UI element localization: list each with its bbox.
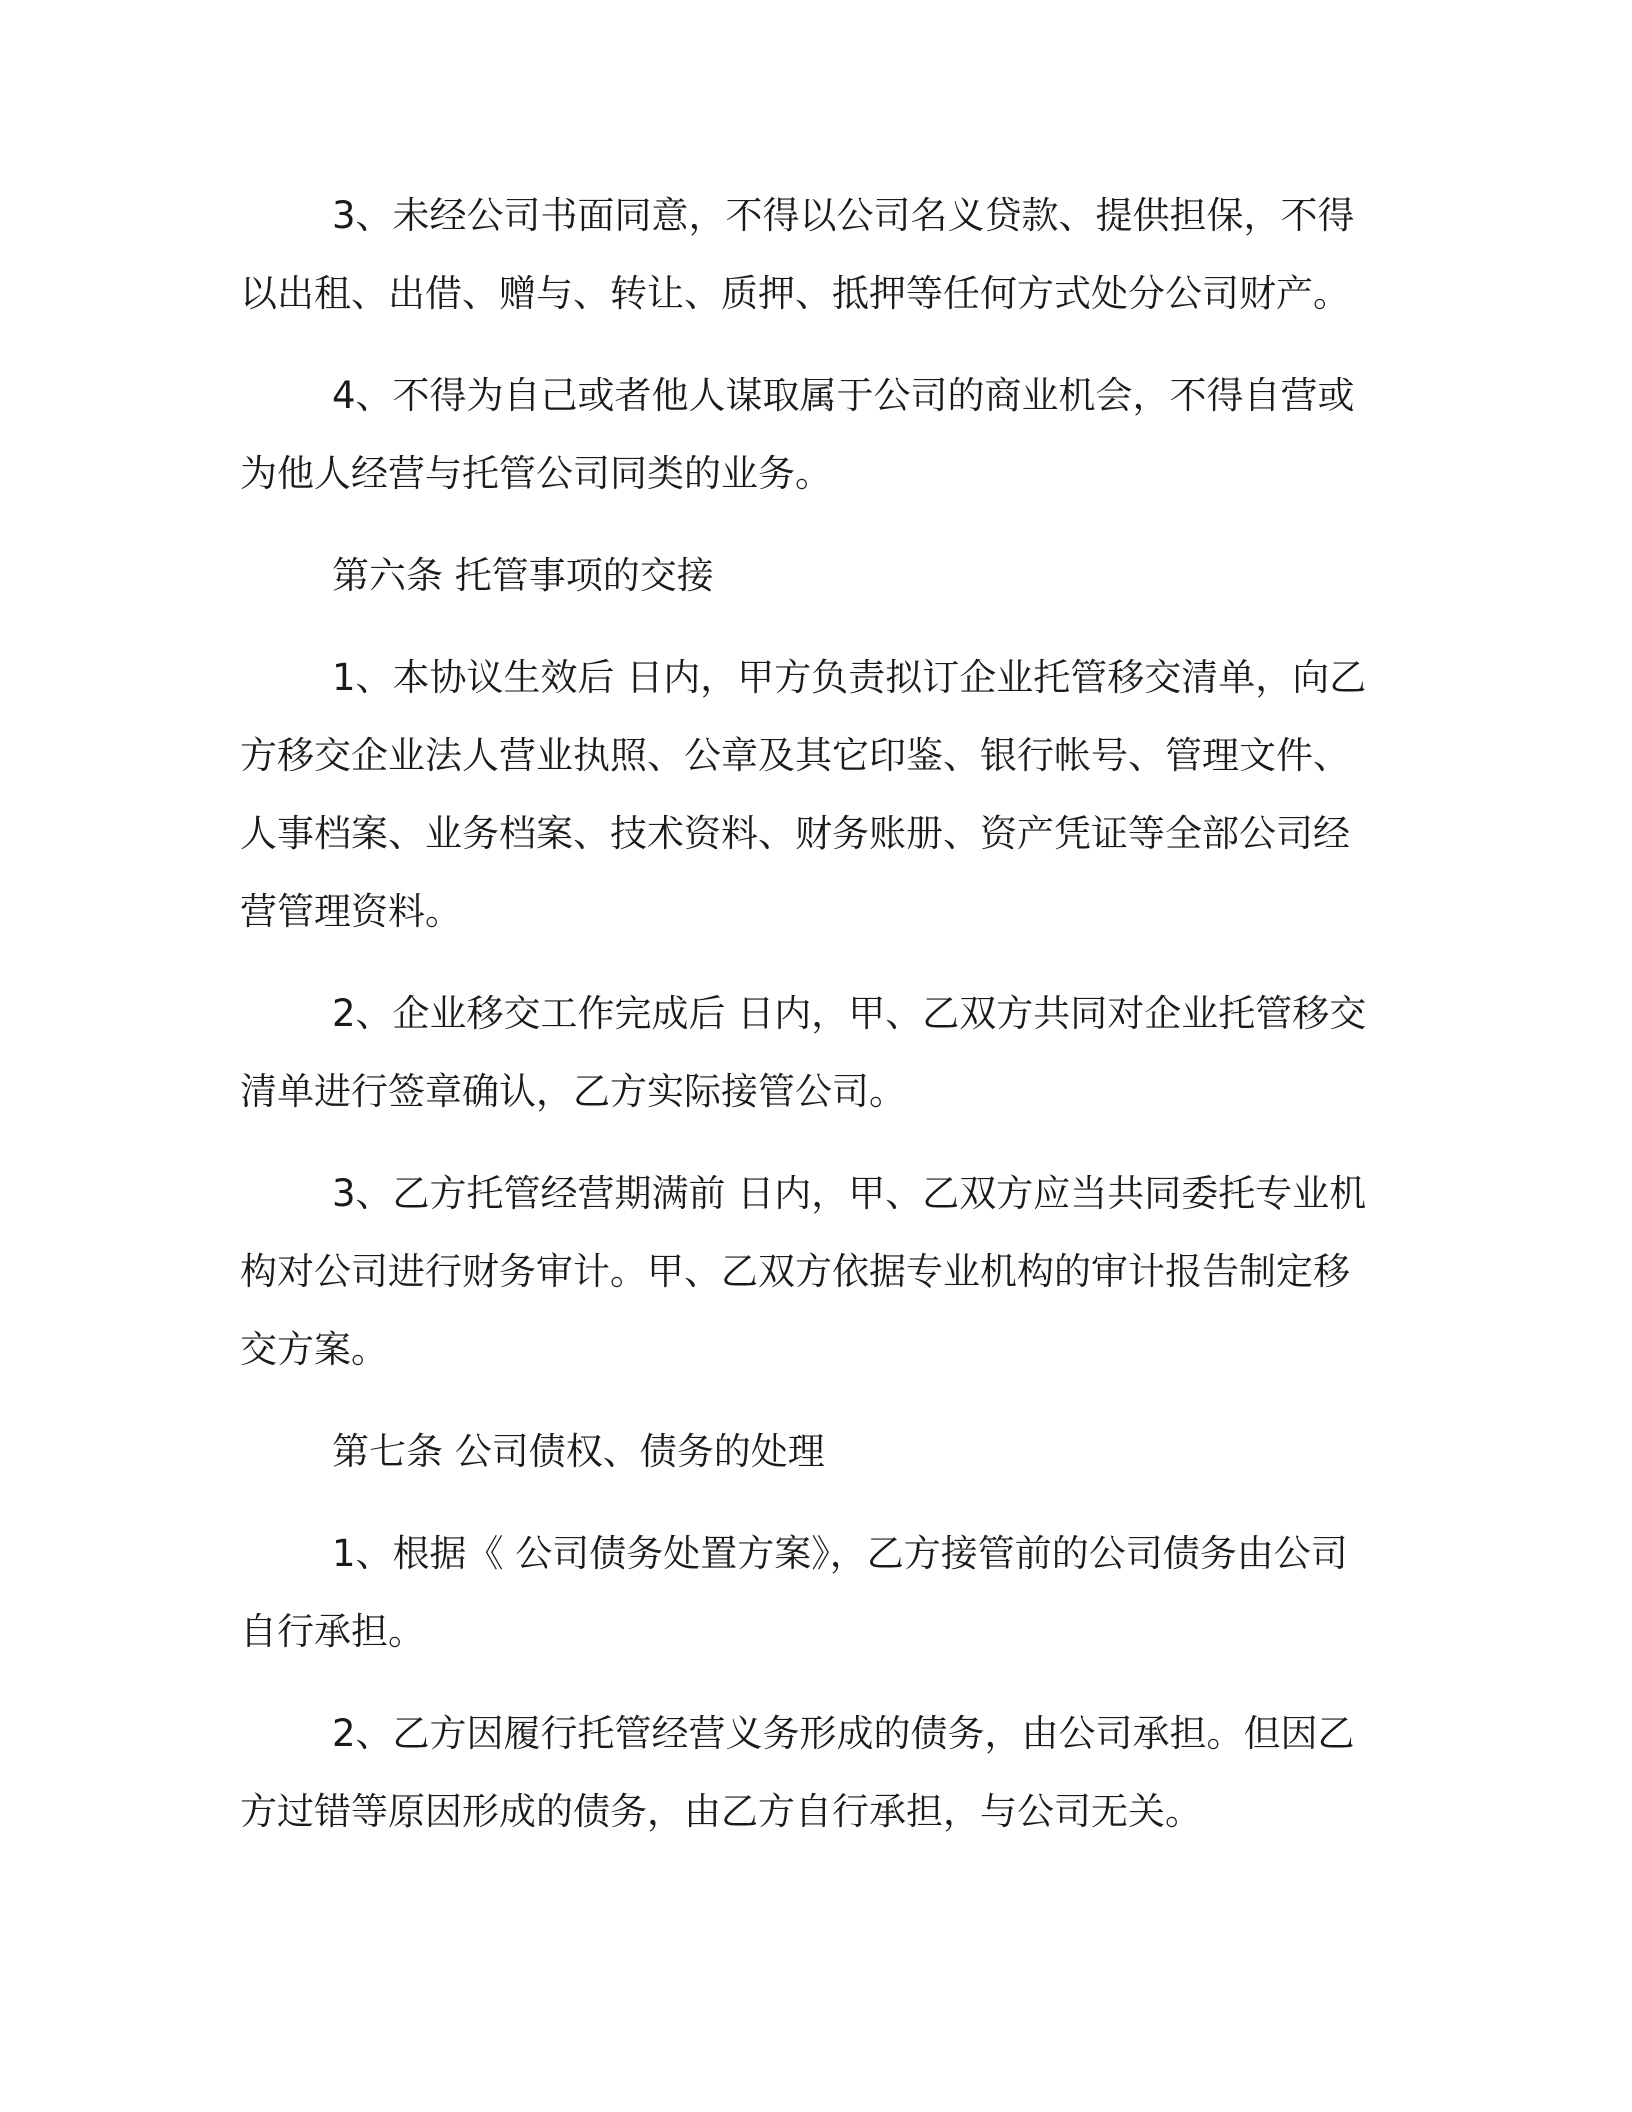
paragraph-line: 2、企业移交工作完成后 日内，甲、乙双方共同对企业托管移交	[332, 992, 1367, 1035]
paragraph-line: 清单进行签章确认，乙方实际接管公司。	[240, 1070, 906, 1113]
paragraph-line: 方过错等原因形成的债务，由乙方自行承担，与公司无关。	[240, 1790, 1202, 1833]
section-heading: 第七条 公司债权、债务的处理	[332, 1430, 825, 1473]
paragraph-line: 构对公司进行财务审计。甲、乙双方依据专业机构的审计报告制定移	[240, 1250, 1350, 1293]
paragraph-line: 营管理资料。	[240, 890, 462, 933]
paragraph-line: 自行承担。	[240, 1610, 425, 1653]
paragraph-line: 1、根据《 公司债务处置方案》，乙方接管前的公司债务由公司	[332, 1532, 1348, 1575]
paragraph-line: 1、本协议生效后 日内，甲方负责拟订企业托管移交清单，向乙	[332, 656, 1367, 699]
section-heading: 第六条 托管事项的交接	[332, 554, 714, 597]
paragraph-line: 2、乙方因履行托管经营义务形成的债务，由公司承担。但因乙	[332, 1712, 1355, 1755]
paragraph-line: 以出租、出借、赠与、转让、质押、抵押等任何方式处分公司财产。	[240, 272, 1350, 315]
paragraph-line: 3、未经公司书面同意，不得以公司名义贷款、提供担保，不得	[332, 194, 1355, 237]
paragraph-line: 方移交企业法人营业执照、公章及其它印鉴、银行帐号、管理文件、	[240, 734, 1350, 777]
paragraph-line: 3、乙方托管经营期满前 日内，甲、乙双方应当共同委托专业机	[332, 1172, 1367, 1215]
paragraph-line: 交方案。	[240, 1328, 388, 1371]
paragraph-line: 人事档案、业务档案、技术资料、财务账册、资产凭证等全部公司经	[240, 812, 1350, 855]
paragraph-line: 为他人经营与托管公司同类的业务。	[240, 452, 832, 495]
paragraph-line: 4、不得为自己或者他人谋取属于公司的商业机会，不得自营或	[332, 374, 1355, 417]
